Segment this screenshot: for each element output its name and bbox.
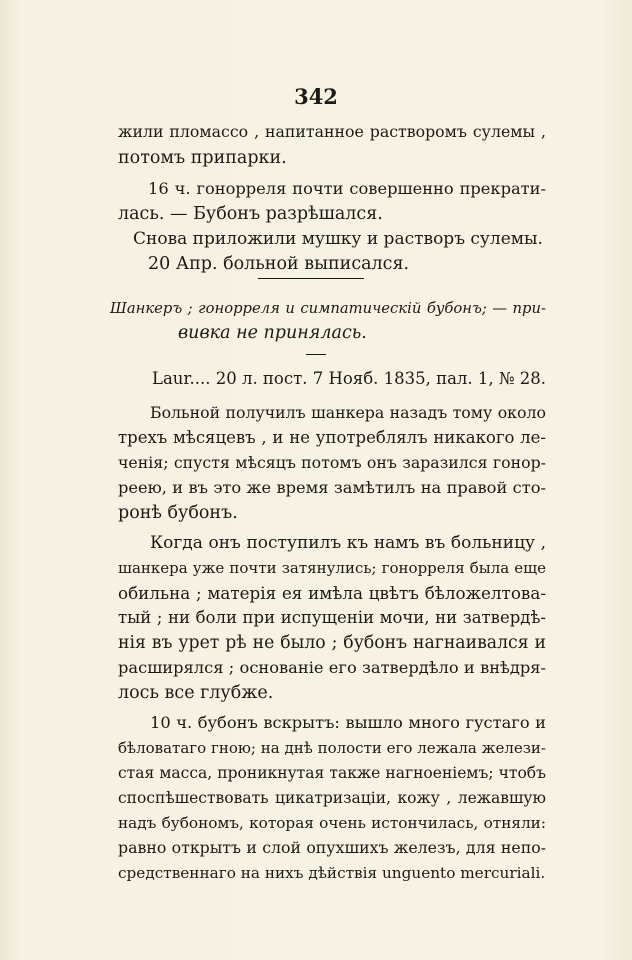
text-line: надъ бубономъ, которая очень истончилась, отняли: bbox=[118, 814, 546, 832]
text-line: реею, и въ это же время замѣтилъ на правой сто- bbox=[118, 478, 546, 497]
text-line: стая масса, проникнутая также нагноеніемъ; чтобъ bbox=[118, 764, 546, 782]
text-line: лась. — Бубонъ разрѣшался. bbox=[118, 204, 383, 224]
text-line: бѣловатаго гною; на днѣ полости его лежала желези- bbox=[118, 739, 546, 757]
text-line: 20 Апр. больной выписался. bbox=[148, 254, 410, 274]
text-line: тый ; ни боли при испущеніи мочи, ни затвердѣ- bbox=[118, 608, 546, 627]
text-line: 16 ч. гонорреля почти совершенно прекрати- bbox=[148, 179, 546, 198]
text-line: обильна ; матерія ея имѣла цвѣтъ бѣложелтова- bbox=[118, 583, 546, 603]
short-divider bbox=[306, 354, 326, 355]
section-heading: вивка не принялась. bbox=[178, 323, 367, 343]
text-line: ченія; спустя мѣсяцъ потомъ онъ заразился гонор- bbox=[118, 453, 546, 472]
text-line: расширялся ; основаніе его затвердѣло и внѣдря- bbox=[118, 658, 546, 677]
text-line: равно открытъ и слой опухшихъ железъ, для непо- bbox=[118, 838, 546, 857]
text-line: шанкера уже почти затянулись; гонорреля была еще bbox=[118, 559, 546, 577]
text-line: жили пломассо , напитанное растворомъ сулемы , bbox=[118, 122, 546, 141]
text-line: трехъ мѣсяцевъ , и не употреблялъ никакого ле- bbox=[118, 428, 546, 447]
text-line: нія въ урет рѣ не было ; бубонъ нагнаивался и bbox=[118, 633, 546, 653]
text-line: 10 ч. бубонъ вскрытъ: вышло много густаго и bbox=[150, 713, 546, 732]
text-line: потомъ припарки. bbox=[118, 148, 287, 168]
text-line: средственнаго на нихъ дѣйствія unguento mercuriali. bbox=[118, 864, 546, 882]
text-line: споспѣшествовать цикатризаціи, кожу , лежавшую bbox=[118, 789, 546, 807]
text-line: лось все глубже. bbox=[118, 683, 274, 703]
text-line: Больной получилъ шанкера назадъ тому около bbox=[150, 403, 546, 422]
text-line: ронѣ бубонъ. bbox=[118, 503, 238, 523]
page-number: 342 bbox=[294, 84, 338, 109]
section-heading: Шанкеръ ; гонорреля и симпатическій бубонъ; — при- bbox=[110, 300, 546, 317]
section-divider bbox=[258, 278, 364, 279]
text-line: Снова приложили мушку и растворъ сулемы. bbox=[133, 229, 543, 249]
case-header: Laur.... 20 л. пост. 7 Нояб. 1835, пал. 1, № 28. bbox=[152, 369, 546, 388]
text-line: Когда онъ поступилъ къ намъ въ больницу , bbox=[150, 533, 546, 553]
